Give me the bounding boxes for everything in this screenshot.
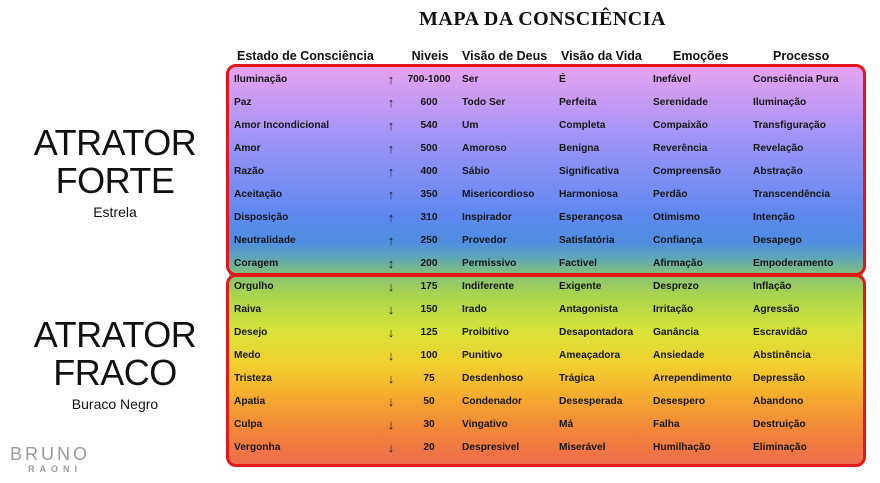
cell-nivel: 700-1000: [407, 74, 451, 85]
cell-processo: Revelação: [753, 143, 804, 154]
cell-visao-vida: Benigna: [559, 143, 600, 154]
cell-processo: Agressão: [753, 304, 800, 315]
table-row: [0, 229, 880, 252]
cell-nivel: 350: [420, 189, 438, 200]
header-visao-deus: Visão de Deus: [462, 49, 548, 63]
cell-visao-deus: Sábio: [462, 166, 490, 177]
cell-processo: Depressão: [753, 373, 806, 384]
strong-attractor-line1: ATRATOR: [33, 122, 197, 163]
cell-visao-vida: Harmoniosa: [559, 189, 618, 200]
weak-attractor-label: [20, 316, 210, 412]
cell-emocao: Otimismo: [653, 212, 700, 223]
table-row: [0, 413, 880, 436]
cell-nivel: 500: [420, 143, 438, 154]
arrow-updown-icon: ↕: [387, 256, 395, 271]
cell-visao-deus: Misericordioso: [462, 189, 535, 200]
cell-emocao: Arrependimento: [653, 373, 732, 384]
cell-visao-deus: Inspirador: [462, 212, 512, 223]
cell-estado: Vergonha: [234, 442, 281, 453]
arrow-down-icon: ↓: [387, 440, 395, 455]
cell-nivel: 400: [420, 166, 438, 177]
cell-nivel: 50: [423, 396, 435, 407]
cell-processo: Destruição: [753, 419, 806, 430]
header-visao-vida: Visão da Vida: [561, 49, 642, 63]
cell-visao-vida: Significativa: [559, 166, 620, 177]
cell-nivel: 200: [420, 258, 438, 269]
cell-estado: Raiva: [234, 304, 262, 315]
arrow-up-icon: ↑: [387, 233, 395, 248]
cell-visao-vida: Exigente: [559, 281, 602, 292]
cell-nivel: 250: [420, 235, 438, 246]
arrow-down-icon: ↓: [387, 417, 395, 432]
cell-processo: Inflação: [753, 281, 792, 292]
arrow-down-icon: ↓: [387, 394, 395, 409]
cell-estado: Culpa: [234, 419, 263, 430]
header-estado: Estado de Consciência: [237, 49, 374, 63]
cell-visao-vida: Factivel: [559, 258, 597, 269]
cell-visao-deus: Desdenhoso: [462, 373, 524, 384]
table-row: [0, 91, 880, 114]
cell-processo: Intenção: [753, 212, 795, 223]
cell-nivel: 540: [420, 120, 438, 131]
strong-attractor-line2: FORTE: [55, 160, 175, 201]
cell-processo: Eliminação: [753, 442, 807, 453]
cell-estado: Coragem: [234, 258, 279, 269]
cell-estado: Desejo: [234, 327, 268, 338]
weak-attractor-line1: ATRATOR: [33, 314, 197, 355]
cell-processo: Transcendência: [753, 189, 831, 200]
cell-visao-vida: Desapontadora: [559, 327, 634, 338]
table-row: [0, 252, 880, 275]
cell-visao-deus: Amoroso: [462, 143, 507, 154]
cell-emocao: Desprezo: [653, 281, 699, 292]
arrow-up-icon: ↑: [387, 164, 395, 179]
cell-processo: Iluminação: [753, 97, 807, 108]
cell-processo: Desapego: [753, 235, 802, 246]
table-row: [0, 275, 880, 298]
cell-emocao: Irritação: [653, 304, 694, 315]
cell-emocao: Ansiedade: [653, 350, 705, 361]
cell-emocao: Confiança: [653, 235, 703, 246]
weak-attractor-line2: FRACO: [53, 352, 177, 393]
cell-estado: Neutralidade: [234, 235, 296, 246]
arrow-down-icon: ↓: [387, 325, 395, 340]
cell-visao-vida: Perfeita: [559, 97, 597, 108]
cell-visao-deus: Condenador: [462, 396, 522, 407]
cell-emocao: Ganância: [653, 327, 699, 338]
arrow-down-icon: ↓: [387, 348, 395, 363]
cell-visao-deus: Punitivo: [462, 350, 503, 361]
cell-processo: Abandono: [753, 396, 804, 407]
arrow-up-icon: ↑: [387, 118, 395, 133]
cell-nivel: 175: [420, 281, 438, 292]
cell-estado: Tristeza: [234, 373, 272, 384]
cell-estado: Orgulho: [234, 281, 274, 292]
cell-nivel: 30: [423, 419, 435, 430]
header-niveis: Niveis: [411, 49, 449, 63]
strong-attractor-label: [20, 124, 210, 220]
arrow-up-icon: ↑: [387, 141, 395, 156]
logo-line2: RAONI: [28, 464, 82, 474]
cell-emocao: Falha: [653, 419, 680, 430]
cell-visao-deus: Despresivel: [462, 442, 520, 453]
cell-visao-vida: Antagonista: [559, 304, 618, 315]
cell-processo: Transfiguração: [753, 120, 827, 131]
arrow-up-icon: ↑: [387, 72, 395, 87]
arrow-down-icon: ↓: [387, 279, 395, 294]
cell-visao-deus: Irado: [462, 304, 487, 315]
cell-visao-vida: Desesperada: [559, 396, 623, 407]
cell-emocao: Compreensão: [653, 166, 721, 177]
logo-line1: BRUNO: [10, 444, 91, 464]
cell-estado: Iluminação: [234, 74, 288, 85]
cell-visao-deus: Um: [462, 120, 479, 131]
cell-visao-vida: Miserável: [559, 442, 606, 453]
cell-visao-deus: Proibitivo: [462, 327, 509, 338]
cell-estado: Medo: [234, 350, 261, 361]
cell-nivel: 20: [423, 442, 435, 453]
header-emocoes: Emoções: [673, 49, 729, 63]
cell-emocao: Perdão: [653, 189, 688, 200]
header-processo: Processo: [773, 49, 830, 63]
cell-visao-deus: Vingativo: [462, 419, 508, 430]
cell-visao-vida: Ameaçadora: [559, 350, 621, 361]
cell-processo: Empoderamento: [753, 258, 834, 269]
brand-logo: [10, 445, 90, 475]
arrow-down-icon: ↓: [387, 371, 395, 386]
cell-estado: Disposição: [234, 212, 289, 223]
arrow-up-icon: ↑: [387, 95, 395, 110]
cell-emocao: Serenidade: [653, 97, 708, 108]
cell-estado: Razão: [234, 166, 265, 177]
cell-processo: Abstração: [753, 166, 803, 177]
table-row: [0, 68, 880, 91]
strong-attractor-sub: Estrela: [93, 204, 137, 220]
cell-visao-deus: Todo Ser: [462, 97, 506, 108]
cell-emocao: Inefável: [653, 74, 691, 85]
cell-emocao: Reverência: [653, 143, 708, 154]
cell-nivel: 100: [420, 350, 438, 361]
cell-processo: Abstinência: [753, 350, 811, 361]
cell-visao-deus: Provedor: [462, 235, 507, 246]
page-title: MAPA DA CONSCIÊNCIA: [419, 8, 666, 30]
cell-estado: Amor: [234, 143, 261, 154]
cell-visao-vida: Satisfatória: [559, 235, 615, 246]
cell-processo: Escravidão: [753, 327, 808, 338]
cell-nivel: 75: [423, 373, 435, 384]
cell-estado: Apatia: [234, 396, 266, 407]
cell-visao-vida: Má: [559, 419, 574, 430]
cell-nivel: 150: [420, 304, 438, 315]
cell-emocao: Humilhação: [653, 442, 711, 453]
cell-nivel: 600: [420, 97, 438, 108]
cell-visao-deus: Ser: [462, 74, 479, 85]
cell-visao-vida: Esperançosa: [559, 212, 623, 223]
arrow-up-icon: ↑: [387, 187, 395, 202]
cell-nivel: 125: [420, 327, 438, 338]
cell-emocao: Compaixão: [653, 120, 708, 131]
cell-visao-vida: Trágica: [559, 373, 595, 384]
arrow-up-icon: ↑: [387, 210, 395, 225]
cell-emocao: Desespero: [653, 396, 706, 407]
cell-estado: Paz: [234, 97, 252, 108]
arrow-down-icon: ↓: [387, 302, 395, 317]
cell-visao-vida: É: [559, 74, 566, 85]
cell-estado: Amor Incondicional: [234, 120, 330, 131]
cell-processo: Consciência Pura: [753, 74, 839, 85]
cell-visao-vida: Completa: [559, 120, 606, 131]
cell-nivel: 310: [420, 212, 438, 223]
cell-estado: Aceitação: [234, 189, 283, 200]
cell-visao-deus: Permissivo: [462, 258, 517, 269]
table-row: [0, 436, 880, 459]
cell-visao-deus: Indiferente: [462, 281, 515, 292]
weak-attractor-sub: Buraco Negro: [71, 396, 159, 412]
cell-emocao: Afirmação: [653, 258, 703, 269]
